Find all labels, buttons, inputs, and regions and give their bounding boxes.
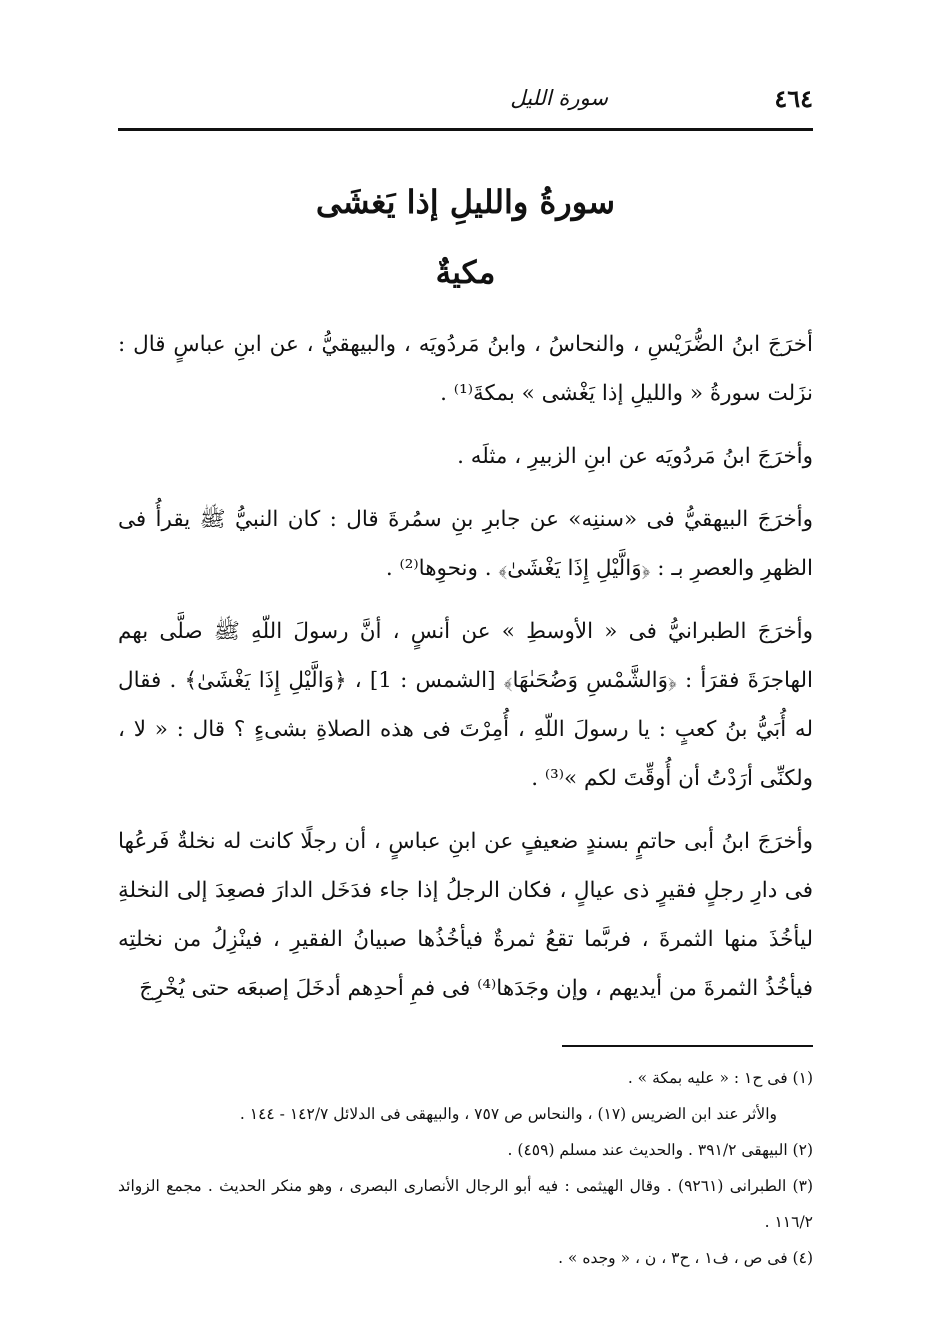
page-number: ٤٦٤ <box>774 84 813 113</box>
paragraph: وأخرَجَ الطبرانيُّ فى « الأوسطِ » عن أنسٍ ، أنَّ رسولَ اللّهِ ﷺ صلَّى بهم الهاجرَةَ فقرَأ : ﴿وَالشَّمْسِ وَضُحَىٰهَا﴾ [الشمس : 1] ، ﴿وَالَّيْلِ إِذَا يَغْشَىٰ﴾ . فقال له أُبَيُّ بنُ كعبٍ : يا رسولَ اللّهِ ، أُمِرْتَ فى هذه الصلاةِ بشىءٍ ؟ قال : « لا ، ولكنِّى أرَدْتُ أن أُوقِّتَ لكم »⁽³⁾ . <box>118 619 813 791</box>
footnote: (٢) البيهقى ٣٩١/٢ . والحديث عند مسلم (٤٥٩) . <box>507 1141 813 1159</box>
footnote: (١) فى ح١ : « عليه بمكة » . <box>627 1069 813 1087</box>
paragraph: وأخرَجَ ابنُ مَردُويَه عن ابنِ الزبيرِ ، مثلَه . <box>457 444 813 469</box>
footnote: (٤) فى ص ، ف١ ، ح٣ ، ن ، « وجده » . <box>558 1249 813 1267</box>
footnote: والأثر عند ابن الضريس (١٧) ، والنحاس ص ٧٥٧ ، والبيهقى فى الدلائل ١٤٢/٧ - ١٤٤ . <box>239 1105 777 1123</box>
footnote: (٣) الطبرانى (٩٢٦١) . وقال الهيثمى : فيه أبو الرجال الأنصارى البصرى ، وهو منكر الحديث . مجمع الزوائد ١١٦/٢ . <box>118 1177 813 1231</box>
paragraph: وأخرَجَ البيهقيُّ فى «سننِه» عن جابرِ بنِ سمُرةَ قال : كان النبيُّ ﷺ يقرأُ فى الظهرِ والعصرِ بـ : ﴿وَالَّيْلِ إِذَا يَغْشَىٰ﴾ . ونحوِها⁽²⁾ . <box>118 507 813 581</box>
surah-subtitle: مكيةٌ <box>435 255 496 291</box>
header-rule <box>118 128 813 131</box>
surah-title: سورةُ والليلِ إذا يَغشَى <box>315 183 616 221</box>
paragraph: وأخرَجَ ابنُ أبى حاتمٍ بسندٍ ضعيفٍ عن ابنِ عباسٍ ، أن رجلًا كانت له نخلةٌ فَرعُها فى دارِ رجلٍ فقيرٍ ذى عيالٍ ، فكان الرجلُ إذا جاء فدَخَل الدارَ فصعِدَ إلى النخلةِ ليأخُذَ منها الثمرةَ ، فربَّما تقعُ ثمرةٌ فيأخُذُها صبيانُ الفقيرِ ، فينْزِلُ من نخلتِه فيأخُذُ الثمرةَ من أيديهم ، وإن وجَدَها⁽⁴⁾ فى فمِ أحدِهم أدخَلَ إصبعَه حتى يُخْرِجَ <box>118 829 813 1001</box>
page-header <box>118 84 813 124</box>
footnotes <box>118 1060 813 1276</box>
footnote-rule <box>562 1045 813 1047</box>
paragraph: أخرَجَ ابنُ الضُّرَيْسِ ، والنحاسُ ، وابنُ مَردُويَه ، والبيهقيُّ ، عن ابنِ عباسٍ قال : نزَلت سورةُ « والليلِ إذا يَغْشى » بمكةَ⁽¹⁾ . <box>118 332 813 406</box>
main-text <box>118 320 813 1027</box>
running-title: سورة الليل <box>510 86 608 110</box>
